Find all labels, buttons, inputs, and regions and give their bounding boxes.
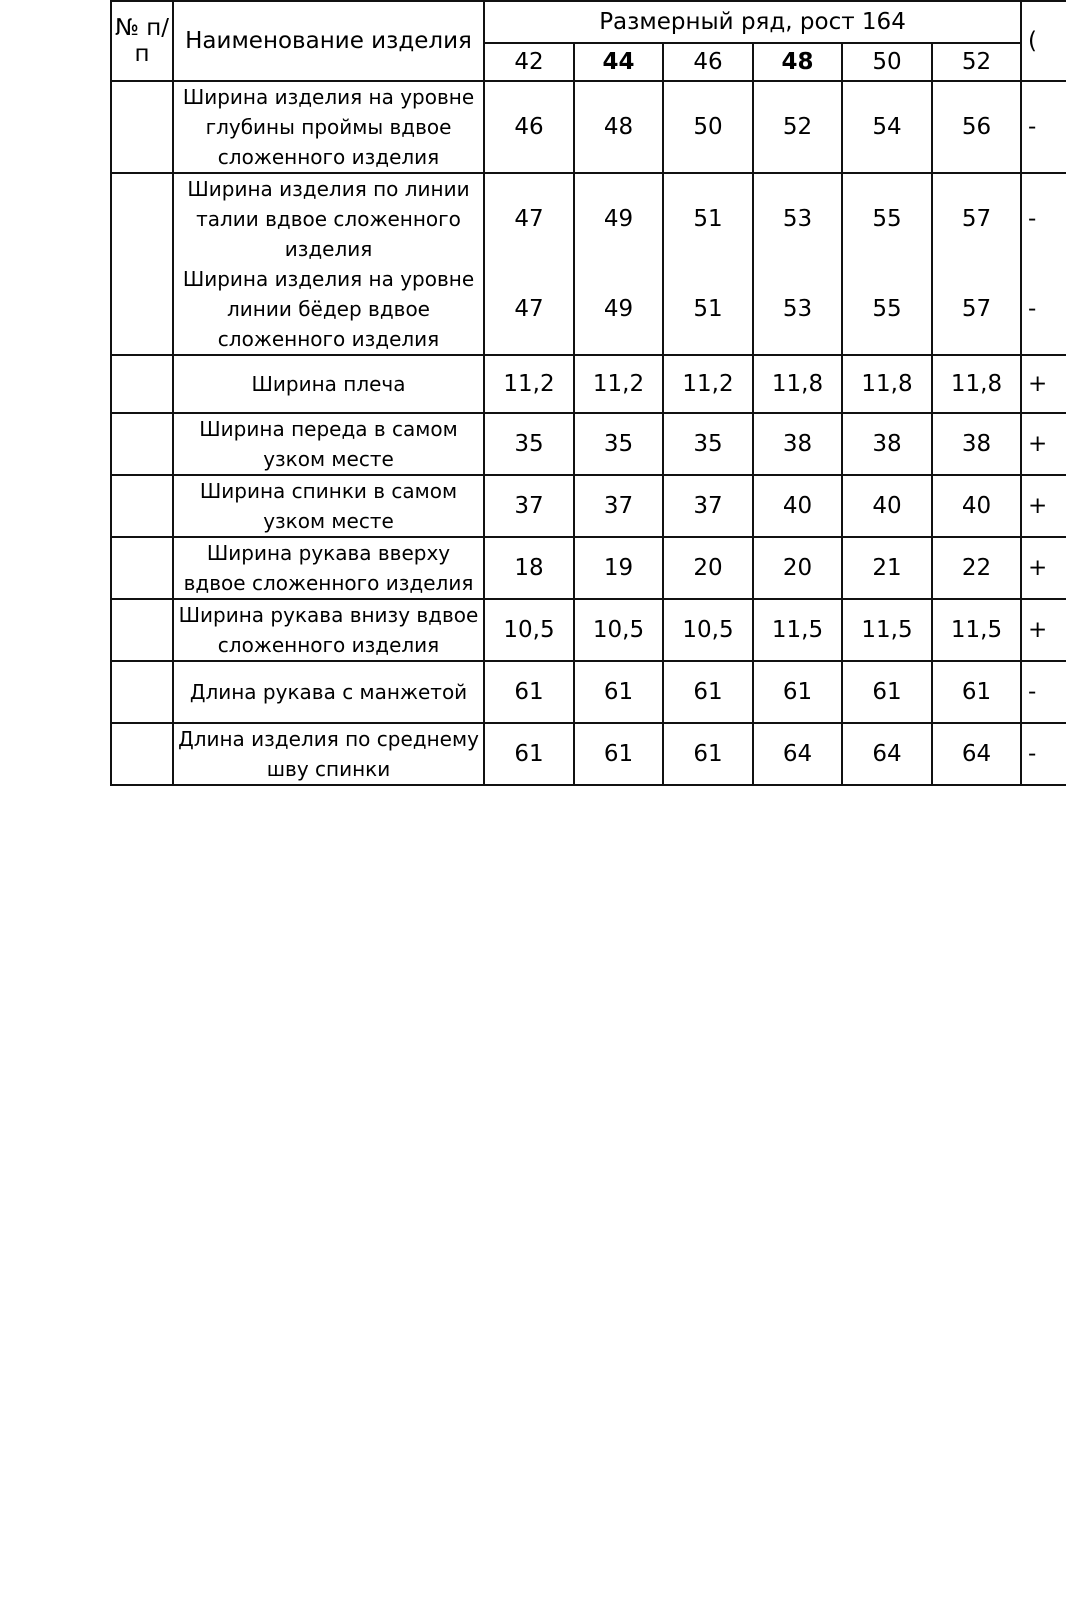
size-value-cell: 20 <box>753 537 842 599</box>
row-number-cell <box>111 599 173 661</box>
size-value-cell: 19 <box>574 537 663 599</box>
table-row <box>111 173 1066 264</box>
size-header-50: 50 <box>842 43 932 81</box>
size-value-cell: 11,8 <box>842 355 932 413</box>
size-value-cell: 38 <box>753 413 842 475</box>
size-header-48: 48 <box>753 43 842 81</box>
size-value-cell: 61 <box>663 661 753 723</box>
size-value-cell: 55 <box>842 264 932 355</box>
measurement-name: Ширина изделия на уровне глубины проймы вдвое сложенного изделия <box>173 81 484 173</box>
size-value-cell: 61 <box>663 723 753 785</box>
tolerance-cell: + <box>1021 355 1066 413</box>
table-row <box>111 599 1066 661</box>
measurement-name: Ширина плеча <box>173 355 484 413</box>
size-value-cell: 38 <box>842 413 932 475</box>
size-value-cell: 47 <box>484 173 574 264</box>
table-row <box>111 475 1066 537</box>
tolerance-cell: - <box>1021 264 1066 355</box>
size-value-cell: 46 <box>484 81 574 173</box>
size-value-cell: 11,2 <box>663 355 753 413</box>
table-row <box>111 723 1066 785</box>
measurement-name: Ширина изделия по линии талии вдвое сложенного изделия <box>173 173 484 264</box>
column-header-number: № п/п <box>111 1 173 81</box>
size-value-cell: 51 <box>663 264 753 355</box>
size-value-cell: 53 <box>753 264 842 355</box>
size-value-cell: 61 <box>932 661 1021 723</box>
size-value-cell: 61 <box>753 661 842 723</box>
measurement-name: Ширина переда в самом узком месте <box>173 413 484 475</box>
size-value-cell: 49 <box>574 173 663 264</box>
size-header-46: 46 <box>663 43 753 81</box>
size-value-cell: 21 <box>842 537 932 599</box>
size-value-cell: 35 <box>484 413 574 475</box>
sizes-group-header: Размерный ряд, рост 164 <box>484 1 1021 43</box>
table-row <box>111 413 1066 475</box>
size-header-44: 44 <box>574 43 663 81</box>
tolerance-cell: - <box>1021 81 1066 173</box>
size-value-cell: 37 <box>484 475 574 537</box>
size-value-cell: 11,5 <box>842 599 932 661</box>
table-row <box>111 537 1066 599</box>
size-value-cell: 48 <box>574 81 663 173</box>
size-value-cell: 47 <box>484 264 574 355</box>
size-value-cell: 55 <box>842 173 932 264</box>
size-value-cell: 64 <box>753 723 842 785</box>
size-value-cell: 53 <box>753 173 842 264</box>
measurement-name: Ширина изделия на уровне линии бёдер вдвое сложенного изделия <box>173 264 484 355</box>
size-value-cell: 40 <box>753 475 842 537</box>
table-row <box>111 264 1066 355</box>
tolerance-cell: - <box>1021 723 1066 785</box>
size-value-cell: 10,5 <box>484 599 574 661</box>
measurement-name: Ширина рукава вверху вдвое сложенного изделия <box>173 537 484 599</box>
size-header-52: 52 <box>932 43 1021 81</box>
row-number-cell <box>111 723 173 785</box>
size-value-cell: 20 <box>663 537 753 599</box>
measurement-name: Длина рукава с манжетой <box>173 661 484 723</box>
tolerance-cell: + <box>1021 413 1066 475</box>
measurement-name: Длина изделия по среднему шву спинки <box>173 723 484 785</box>
size-value-cell: 61 <box>842 661 932 723</box>
size-value-cell: 35 <box>663 413 753 475</box>
row-number-cell <box>111 355 173 413</box>
size-value-cell: 40 <box>932 475 1021 537</box>
size-value-cell: 38 <box>932 413 1021 475</box>
row-number-cell <box>111 81 173 173</box>
tolerance-cell: + <box>1021 475 1066 537</box>
measurement-name: Ширина рукава внизу вдвое сложенного изделия <box>173 599 484 661</box>
size-value-cell: 37 <box>574 475 663 537</box>
row-number-cell <box>111 413 173 475</box>
size-value-cell: 10,5 <box>663 599 753 661</box>
size-value-cell: 10,5 <box>574 599 663 661</box>
size-value-cell: 49 <box>574 264 663 355</box>
size-value-cell: 35 <box>574 413 663 475</box>
row-number-cell <box>111 173 173 355</box>
column-header-extra: ( <box>1021 1 1066 81</box>
size-value-cell: 52 <box>753 81 842 173</box>
tolerance-cell: - <box>1021 661 1066 723</box>
size-value-cell: 22 <box>932 537 1021 599</box>
measurement-name: Ширина спинки в самом узком месте <box>173 475 484 537</box>
size-header-42: 42 <box>484 43 574 81</box>
column-header-name: Наименование изделия <box>173 1 484 81</box>
size-value-cell: 11,5 <box>753 599 842 661</box>
size-value-cell: 64 <box>932 723 1021 785</box>
size-value-cell: 61 <box>484 723 574 785</box>
row-number-cell <box>111 537 173 599</box>
size-value-cell: 11,2 <box>484 355 574 413</box>
size-value-cell: 40 <box>842 475 932 537</box>
tolerance-cell: + <box>1021 537 1066 599</box>
table-row <box>111 661 1066 723</box>
size-value-cell: 11,8 <box>932 355 1021 413</box>
size-value-cell: 56 <box>932 81 1021 173</box>
size-value-cell: 50 <box>663 81 753 173</box>
table-row <box>111 355 1066 413</box>
size-value-cell: 61 <box>484 661 574 723</box>
size-value-cell: 54 <box>842 81 932 173</box>
table-row <box>111 81 1066 173</box>
size-value-cell: 61 <box>574 723 663 785</box>
row-number-cell <box>111 661 173 723</box>
size-chart-sheet <box>110 0 1066 800</box>
size-value-cell: 57 <box>932 173 1021 264</box>
size-value-cell: 11,2 <box>574 355 663 413</box>
size-value-cell: 61 <box>574 661 663 723</box>
size-value-cell: 51 <box>663 173 753 264</box>
size-value-cell: 37 <box>663 475 753 537</box>
tolerance-cell: + <box>1021 599 1066 661</box>
row-number-cell <box>111 475 173 537</box>
size-value-cell: 64 <box>842 723 932 785</box>
tolerance-cell: - <box>1021 173 1066 264</box>
size-value-cell: 11,8 <box>753 355 842 413</box>
size-value-cell: 11,5 <box>932 599 1021 661</box>
size-table <box>110 0 1066 786</box>
size-value-cell: 18 <box>484 537 574 599</box>
size-value-cell: 57 <box>932 264 1021 355</box>
